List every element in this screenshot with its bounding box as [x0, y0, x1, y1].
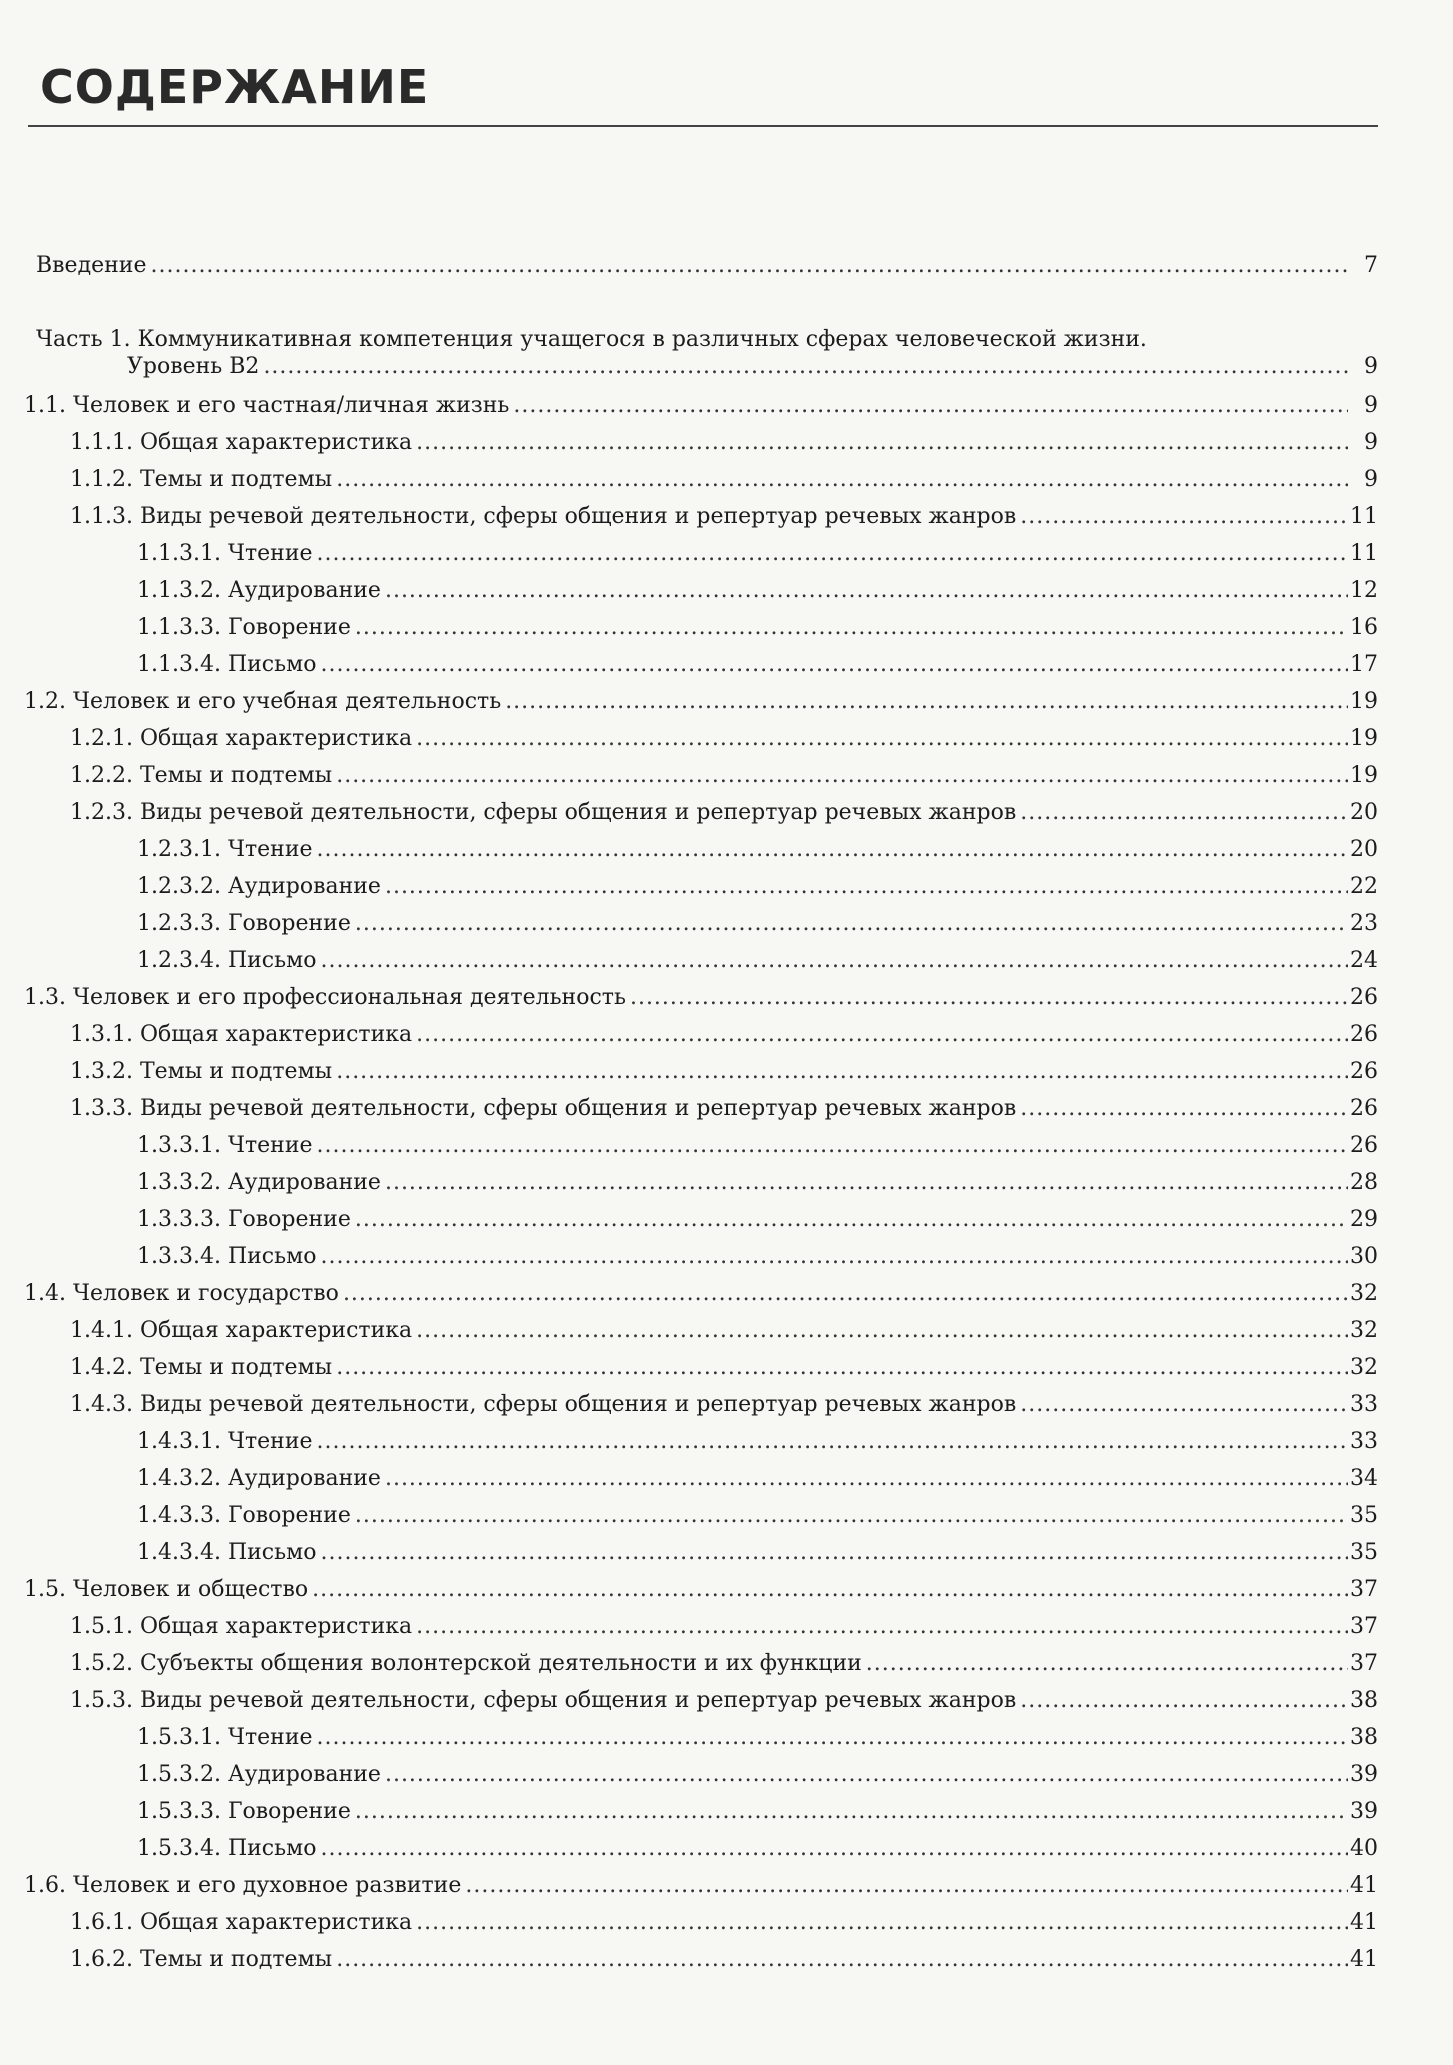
- toc-entry-label: 1.5.1. Общая характеристика: [70, 1614, 413, 1639]
- dot-leader: [336, 1350, 1348, 1386]
- toc-entry: [137, 1202, 1378, 1238]
- toc-entry-page-number: 39: [1350, 1799, 1378, 1824]
- dot-leader: [317, 1424, 1349, 1460]
- toc-entry-label: 1.3.3. Виды речевой деятельности, сферы общения и репертуар речевых жанров: [70, 1096, 1017, 1121]
- toc-entry: [70, 721, 1378, 757]
- toc-entry: [137, 1461, 1378, 1497]
- toc-entry: [70, 1609, 1378, 1645]
- dot-leader: [1020, 1091, 1348, 1127]
- toc-entry: [137, 869, 1378, 905]
- toc-entry-page-number: 9: [1364, 430, 1378, 455]
- toc-entry-page-number: 22: [1350, 874, 1378, 899]
- dot-leader: [317, 1128, 1349, 1164]
- toc-entry-label: 1.4.3.2. Аудирование: [137, 1466, 381, 1491]
- toc-entry-page-number: 33: [1350, 1429, 1378, 1454]
- toc-entry-label: 1.6. Человек и его духовное развитие: [24, 1873, 462, 1898]
- toc-entry-label: 1.3.3.3. Говорение: [137, 1207, 351, 1232]
- toc-entry-label: 1.4.1. Общая характеристика: [70, 1318, 413, 1343]
- toc-entry: [137, 647, 1378, 683]
- dot-leader: [385, 869, 1348, 905]
- toc-entry-label: 1.3.3.1. Чтение: [137, 1133, 313, 1158]
- toc-entry-page-number: 37: [1350, 1651, 1378, 1676]
- toc-entry-label: 1.4. Человек и государство: [24, 1281, 339, 1306]
- dot-leader: [416, 1017, 1348, 1053]
- toc-entry-page-number: 32: [1350, 1318, 1378, 1343]
- toc-entry: [24, 1868, 1378, 1904]
- toc-entry-page-number: 20: [1350, 800, 1378, 825]
- toc-entry-page-number: 26: [1350, 1059, 1378, 1084]
- toc-entry-page-number: 24: [1350, 948, 1378, 973]
- toc-entry: [70, 1350, 1378, 1386]
- toc-entry-label: 1.5.3.2. Аудирование: [137, 1762, 381, 1787]
- toc-entry-page-number: 26: [1350, 1022, 1378, 1047]
- toc-entry-page-number: 9: [1364, 354, 1378, 379]
- toc-entry-page-number: 33: [1350, 1392, 1378, 1417]
- toc-entry-label: 1.2.3.3. Говорение: [137, 911, 351, 936]
- toc-entry-page-number: 40: [1350, 1836, 1378, 1861]
- toc-entry: [137, 573, 1378, 609]
- dot-leader: [355, 610, 1348, 646]
- dot-leader: [416, 1905, 1348, 1941]
- dot-leader: [416, 425, 1348, 461]
- toc-entry-page-number: 19: [1350, 689, 1378, 714]
- dot-leader: [320, 1239, 1348, 1275]
- dot-leader: [320, 943, 1348, 979]
- toc-entry: [36, 248, 1378, 284]
- toc-entry-label: 1.4.2. Темы и подтемы: [70, 1355, 333, 1380]
- dot-leader: [416, 721, 1348, 757]
- toc-entry: [137, 610, 1378, 646]
- toc-entry-label: 1.1.3.2. Аудирование: [137, 578, 381, 603]
- dot-leader: [336, 1054, 1348, 1090]
- dot-leader: [320, 1535, 1348, 1571]
- toc-entry-label: 1.2.3. Виды речевой деятельности, сферы общения и репертуар речевых жанров: [70, 800, 1017, 825]
- toc-entry-page-number: 7: [1364, 253, 1378, 278]
- toc-entry-label: 1.5.2. Субъекты общения волонтерской деятельности и их функции: [70, 1651, 862, 1676]
- toc-entry: [24, 1572, 1378, 1608]
- toc-entry: [70, 1646, 1378, 1682]
- toc-entry-label: 1.6.2. Темы и подтемы: [70, 1947, 333, 1972]
- toc-entry-page-number: 41: [1350, 1910, 1378, 1935]
- toc-entry-page-number: 26: [1350, 1133, 1378, 1158]
- toc-entry: [127, 349, 1378, 385]
- dot-leader: [465, 1868, 1348, 1904]
- toc-entry-label: 1.1. Человек и его частная/личная жизнь: [24, 393, 510, 418]
- toc-entry-label: 1.5. Человек и общество: [24, 1577, 309, 1602]
- toc-entry: [70, 1942, 1378, 1978]
- dot-leader: [416, 1313, 1348, 1349]
- toc-entry-page-number: 23: [1350, 911, 1378, 936]
- dot-leader: [1020, 1387, 1348, 1423]
- toc-entry-page-number: 9: [1364, 393, 1378, 418]
- toc-entry-label: 1.1.3. Виды речевой деятельности, сферы общения и репертуар речевых жанров: [70, 504, 1017, 529]
- toc-entry-label: 1.3.2. Темы и подтемы: [70, 1059, 333, 1084]
- dot-leader: [336, 1942, 1348, 1978]
- toc-entry-label: 1.5.3.3. Говорение: [137, 1799, 351, 1824]
- toc-entry: [137, 536, 1378, 572]
- toc-entry-page-number: 32: [1350, 1355, 1378, 1380]
- toc-entry: [137, 1165, 1378, 1201]
- dot-leader: [317, 536, 1349, 572]
- toc-entry: [70, 795, 1378, 831]
- dot-leader: [343, 1276, 1348, 1312]
- toc-entry-label: 1.3.1. Общая характеристика: [70, 1022, 413, 1047]
- dot-leader: [336, 462, 1348, 498]
- toc-entry: [70, 462, 1378, 498]
- dot-leader: [385, 573, 1348, 609]
- toc-entry: [70, 1054, 1378, 1090]
- dot-leader: [385, 1757, 1348, 1793]
- dot-leader: [416, 1609, 1348, 1645]
- toc-entry: [137, 1128, 1378, 1164]
- dot-leader: [317, 1720, 1349, 1756]
- dot-leader: [320, 647, 1348, 683]
- toc-entry-label: 1.3.3.4. Письмо: [137, 1244, 317, 1269]
- toc-entry-page-number: 35: [1350, 1503, 1378, 1528]
- toc-entry-label: 1.3.3.2. Аудирование: [137, 1170, 381, 1195]
- toc-entry: [70, 758, 1378, 794]
- toc-entry: [70, 1313, 1378, 1349]
- toc-entry-label: Уровень В2: [127, 354, 260, 379]
- toc-entry-page-number: 28: [1350, 1170, 1378, 1195]
- dot-leader: [355, 1202, 1348, 1238]
- dot-leader: [150, 248, 1348, 284]
- toc-entry-page-number: 29: [1350, 1207, 1378, 1232]
- toc-entry-page-number: 12: [1350, 578, 1378, 603]
- toc-entry: [24, 388, 1378, 424]
- toc-entry: [70, 1017, 1378, 1053]
- dot-leader: [385, 1165, 1348, 1201]
- toc-entry-page-number: 16: [1350, 615, 1378, 640]
- toc-entry-label: 1.4.3.4. Письмо: [137, 1540, 317, 1565]
- toc-entry-page-number: 39: [1350, 1762, 1378, 1787]
- toc-entry: [137, 1794, 1378, 1830]
- toc-entry-label: 1.2.2. Темы и подтемы: [70, 763, 333, 788]
- dot-leader: [317, 832, 1349, 868]
- dot-leader: [336, 758, 1348, 794]
- dot-leader: [355, 1498, 1348, 1534]
- dot-leader: [1020, 795, 1348, 831]
- toc-entry-label: 1.5.3.1. Чтение: [137, 1725, 313, 1750]
- toc-entry: [137, 832, 1378, 868]
- toc-entry-page-number: 11: [1350, 541, 1378, 566]
- dot-leader: [355, 906, 1348, 942]
- toc-entry: [24, 980, 1378, 1016]
- dot-leader: [312, 1572, 1348, 1608]
- dot-leader: [513, 388, 1348, 424]
- toc-entry-page-number: 41: [1350, 1947, 1378, 1972]
- toc-entry-label: 1.6.1. Общая характеристика: [70, 1910, 413, 1935]
- toc-entry: [137, 1239, 1378, 1275]
- toc-entry: [137, 906, 1378, 942]
- toc-entry-label: 1.1.2. Темы и подтемы: [70, 467, 333, 492]
- toc-entry-label: 1.5.3. Виды речевой деятельности, сферы общения и репертуар речевых жанров: [70, 1688, 1017, 1713]
- toc-entry-page-number: 35: [1350, 1540, 1378, 1565]
- toc-entry-label: 1.2.1. Общая характеристика: [70, 726, 413, 751]
- toc-entry-page-number: 41: [1350, 1873, 1378, 1898]
- dot-leader: [263, 349, 1348, 385]
- toc-entry-label: 1.2.3.2. Аудирование: [137, 874, 381, 899]
- toc-entry-label: 1.1.3.4. Письмо: [137, 652, 317, 677]
- toc-entry: [137, 1535, 1378, 1571]
- toc-entry: [70, 425, 1378, 461]
- toc-entry: [70, 1091, 1378, 1127]
- toc-entry-label: 1.1.3.3. Говорение: [137, 615, 351, 640]
- toc-entry-label: 1.2. Человек и его учебная деятельность: [24, 689, 502, 714]
- toc-entry-page-number: 30: [1350, 1244, 1378, 1269]
- dot-leader: [1020, 499, 1348, 535]
- toc-entry-page-number: 9: [1364, 467, 1378, 492]
- toc-entry: [137, 1831, 1378, 1867]
- toc-entry-page-number: 32: [1350, 1281, 1378, 1306]
- dot-leader: [630, 980, 1348, 1016]
- title-divider: [28, 125, 1378, 127]
- toc-entry: [70, 1683, 1378, 1719]
- page-title: СОДЕРЖАНИЕ: [40, 60, 430, 114]
- toc-entry-label: Введение: [36, 253, 147, 278]
- toc-entry: [24, 1276, 1378, 1312]
- toc-entry-label: 1.2.3.1. Чтение: [137, 837, 313, 862]
- toc-entry-label: 1.5.3.4. Письмо: [137, 1836, 317, 1861]
- toc-entry-page-number: 20: [1350, 837, 1378, 862]
- toc-entry-label: 1.4.3.3. Говорение: [137, 1503, 351, 1528]
- toc-entry-page-number: 17: [1350, 652, 1378, 677]
- toc-entry-label: 1.1.1. Общая характеристика: [70, 430, 413, 455]
- dot-leader: [385, 1461, 1348, 1497]
- toc-entry: [137, 943, 1378, 979]
- toc-entry-page-number: 38: [1350, 1725, 1378, 1750]
- toc-entry: [70, 1905, 1378, 1941]
- toc-entry: [24, 684, 1378, 720]
- dot-leader: [505, 684, 1348, 720]
- toc-entry-page-number: 26: [1350, 1096, 1378, 1121]
- toc-entry-label: 1.4.3.1. Чтение: [137, 1429, 313, 1454]
- toc-entry-label: 1.3. Человек и его профессиональная деятельность: [24, 985, 626, 1010]
- toc-entry-label: 1.2.3.4. Письмо: [137, 948, 317, 973]
- toc-entry-page-number: 37: [1350, 1577, 1378, 1602]
- toc-entry-page-number: 19: [1350, 763, 1378, 788]
- toc-entry-page-number: 19: [1350, 726, 1378, 751]
- toc-entry: [137, 1757, 1378, 1793]
- toc-entry: [137, 1720, 1378, 1756]
- toc-entry-label: 1.4.3. Виды речевой деятельности, сферы общения и репертуар речевых жанров: [70, 1392, 1017, 1417]
- toc-entry: [137, 1424, 1378, 1460]
- toc-entry-page-number: 37: [1350, 1614, 1378, 1639]
- toc-entry: [70, 1387, 1378, 1423]
- dot-leader: [866, 1646, 1348, 1682]
- toc-entry-page-number: 34: [1350, 1466, 1378, 1491]
- toc-entry-page-number: 38: [1350, 1688, 1378, 1713]
- dot-leader: [1020, 1683, 1348, 1719]
- toc-entry-label: 1.1.3.1. Чтение: [137, 541, 313, 566]
- toc-entry-page-number: 11: [1350, 504, 1378, 529]
- dot-leader: [355, 1794, 1348, 1830]
- toc-entry-page-number: 26: [1350, 985, 1378, 1010]
- dot-leader: [320, 1831, 1348, 1867]
- part-1-title: Часть 1. Коммуникативная компетенция учащегося в различных сферах человеческой жизни.: [36, 327, 1147, 352]
- toc-entry: [70, 499, 1378, 535]
- toc-entry: [137, 1498, 1378, 1534]
